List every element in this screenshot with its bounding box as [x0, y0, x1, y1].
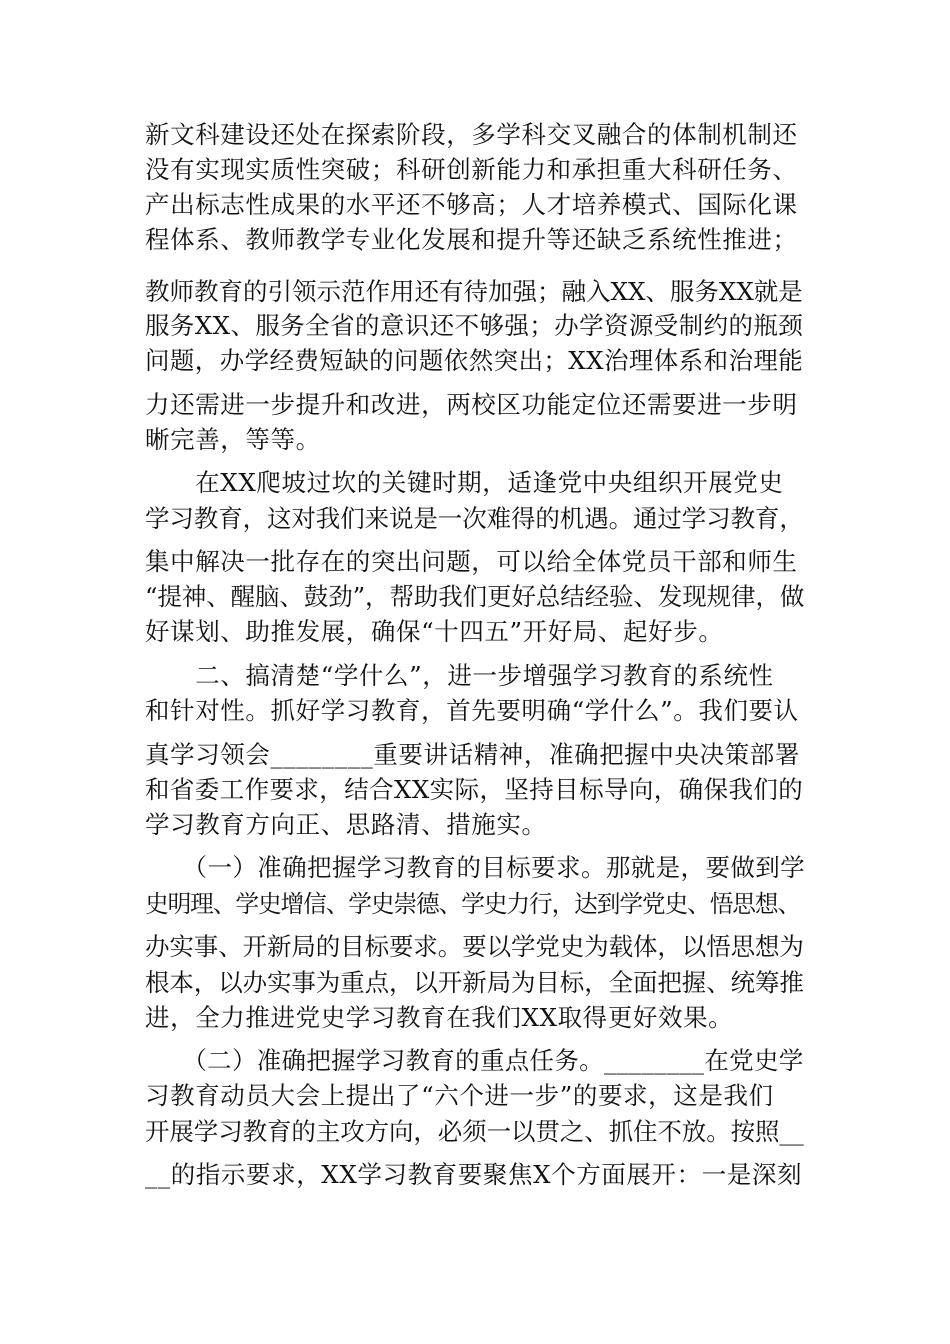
text-line: 程体系、教师教学专业化发展和提升等还缺乏系统性推进； — [145, 225, 798, 254]
text-line: （二）准确把握学习教育的重点任务。________在党史学 — [145, 1046, 804, 1075]
text-line: 问题，办学经费短缺的问题依然突出；XX治理体系和治理能 — [145, 346, 804, 375]
text-line: 二、搞清楚“学什么”，进一步增强学习教育的系统性 — [145, 661, 774, 690]
text-line: 力还需进一步提升和改进，两校区功能定位还需要进一步明 — [145, 390, 798, 419]
text-line: 根本，以办实事为重点，以开新局为目标，全面把握、统筹推 — [145, 968, 804, 997]
text-line: 新文科建设还处在探索阶段，多学科交叉融合的体制机制还 — [145, 120, 798, 149]
text-line: 没有实现实质性突破；科研创新能力和承担重大科研任务、 — [145, 155, 798, 184]
text-line: 学习教育，这对我们来说是一次难得的机遇。通过学习教育， — [145, 504, 804, 533]
text-line: 产出标志性成果的水平还不够高；人才培养模式、国际化课 — [145, 190, 798, 219]
text-line: 教师教育的引领示范作用还有待加强；融入XX、服务XX就是 — [145, 277, 803, 306]
text-line: 学习教育方向正、思路清、措施实。 — [145, 810, 547, 839]
text-line: 史明理、学史增信、学史崇德、学史力行，达到学党史、悟思想、 — [145, 890, 801, 918]
text-line: 开展学习教育的主攻方向，必须一以贯之、抓住不放。按照__ — [145, 1117, 804, 1146]
text-line: __的指示要求，XX学习教育要聚焦X个方面展开：一是深刻 — [145, 1160, 803, 1189]
text-line: 服务XX、服务全省的意识还不够强；办学资源受制约的瓶颈 — [145, 311, 804, 340]
text-line: 好谋划、助推发展，确保“十四五”开好局、起好步。 — [145, 617, 724, 646]
text-line: 真学习领会________重要讲话精神，准确把握中央决策部署 — [145, 740, 800, 769]
text-line: 晰完善，等等。 — [145, 425, 321, 454]
text-line: 习教育动员大会上提出了“六个进一步”的要求，这是我们 — [145, 1081, 774, 1110]
text-line: 办实事、开新局的目标要求。要以学党史为载体，以悟思想为 — [145, 932, 804, 961]
text-line: （一）准确把握学习教育的目标要求。那就是，要做到学 — [145, 853, 806, 882]
text-line: 和省委工作要求，结合XX实际，坚持目标导向，确保我们的 — [145, 775, 804, 804]
text-line: 进，全力推进党史学习教育在我们XX取得更好效果。 — [145, 1003, 734, 1032]
text-line: 和针对性。抓好学习教育，首先要明确“学什么”。我们要认 — [145, 696, 799, 725]
text-line: 集中解决一批存在的突出问题，可以给全体党员干部和师生 — [145, 547, 798, 576]
text-line: 在XX爬坡过坎的关键时期，适逢党中央组织开展党史 — [145, 468, 784, 497]
text-line: “提神、醒脑、鼓劲”，帮助我们更好总结经验、发现规律，做 — [145, 582, 805, 611]
